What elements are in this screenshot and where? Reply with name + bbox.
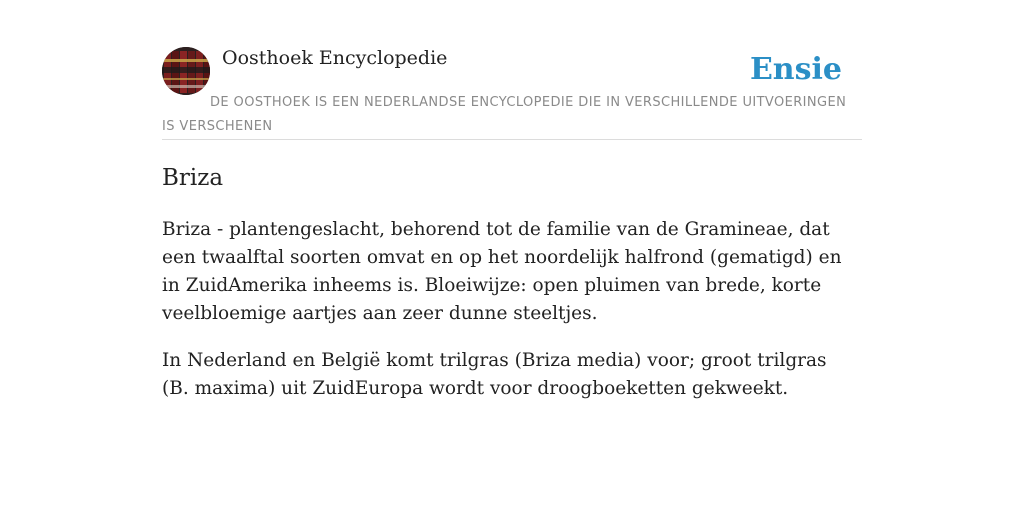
- article-paragraph: In Nederland en België komt trilgras (Briza media) voor; groot trilgras (B. maxima) uit ZuidEuropa wordt voor droogboeketten gekweekt.: [162, 350, 827, 399]
- article-title: Briza: [162, 165, 224, 191]
- source-tagline: DE OOSTHOEK IS EEN NEDERLANDSE ENCYCLOPEDIE DIE IN VERSCHILLENDE UITVOERINGEN IS VERSCHENEN: [162, 95, 847, 134]
- source-name[interactable]: Oosthoek Encyclopedie: [222, 47, 448, 69]
- article-paragraph: Briza - plantengeslacht, behorend tot de familie van de Gramineae, dat een twaalftal soorten omvat en op het noordelijk halfrond (gematigd) en in ZuidAmerika inheems is. Bloeiwijze: open pluimen van brede, korte veelbloemige aartjes aan zeer dunne steeltjes.: [162, 219, 842, 324]
- article: [162, 160, 852, 403]
- source-header: [162, 44, 862, 140]
- encyclopedia-books-icon[interactable]: [162, 47, 210, 95]
- ensie-logo-link[interactable]: Ensie: [749, 52, 842, 87]
